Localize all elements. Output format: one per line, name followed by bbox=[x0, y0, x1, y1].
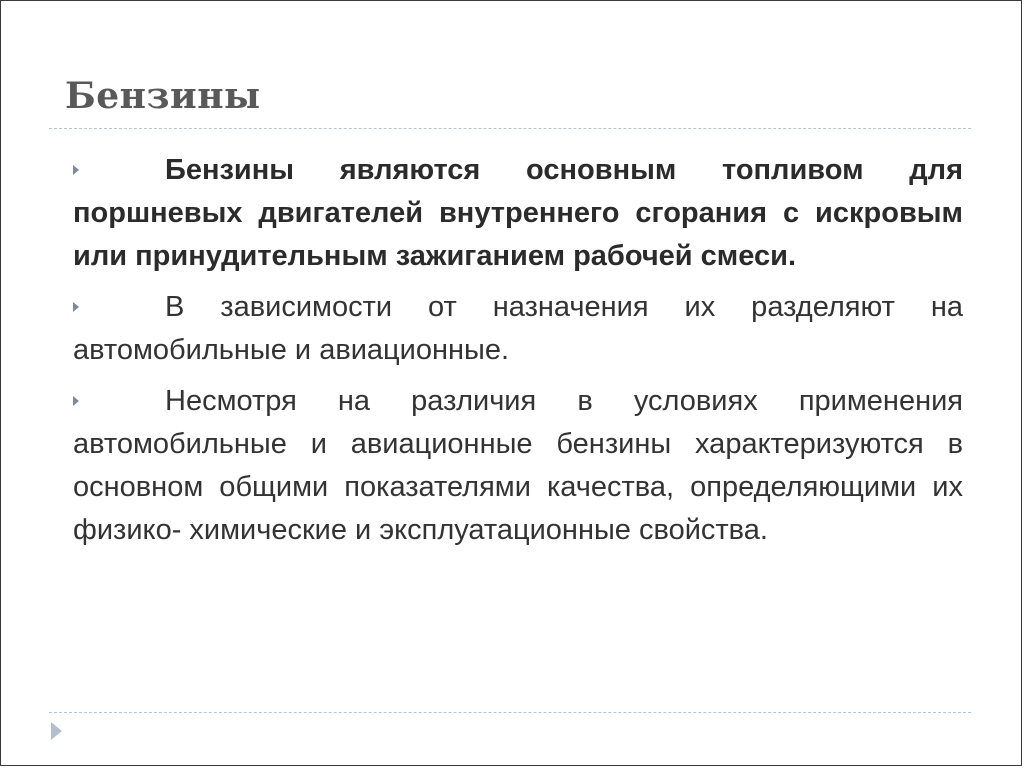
bullet-text: В зависимости от назначения их разделяют на автомобильные и авиационные. bbox=[73, 291, 963, 366]
title-divider bbox=[49, 128, 971, 129]
bullet-text: Несмотря на различия в условиях применения автомобильные и авиационные бензины характеризуются в основном общими показателями качества, определяющими их физико- химические и эксплуатационные свойства. bbox=[73, 385, 963, 546]
bullet-list bbox=[73, 149, 963, 560]
triangle-bullet-icon bbox=[73, 396, 79, 406]
bullet-item-classification bbox=[73, 286, 963, 372]
slide-title: Бензины bbox=[65, 75, 261, 117]
bullet-item-properties bbox=[73, 380, 963, 552]
bullet-text: Бензины являются основным топливом для поршневых двигателей внутреннего сгорания с искровым или принудительным зажиганием рабочей смеси. bbox=[73, 154, 963, 272]
footer-divider bbox=[49, 712, 971, 713]
triangle-bullet-icon bbox=[73, 165, 79, 175]
triangle-bullet-icon bbox=[73, 302, 79, 312]
triangle-next-icon[interactable] bbox=[51, 722, 62, 740]
bullet-item-definition bbox=[73, 149, 963, 278]
